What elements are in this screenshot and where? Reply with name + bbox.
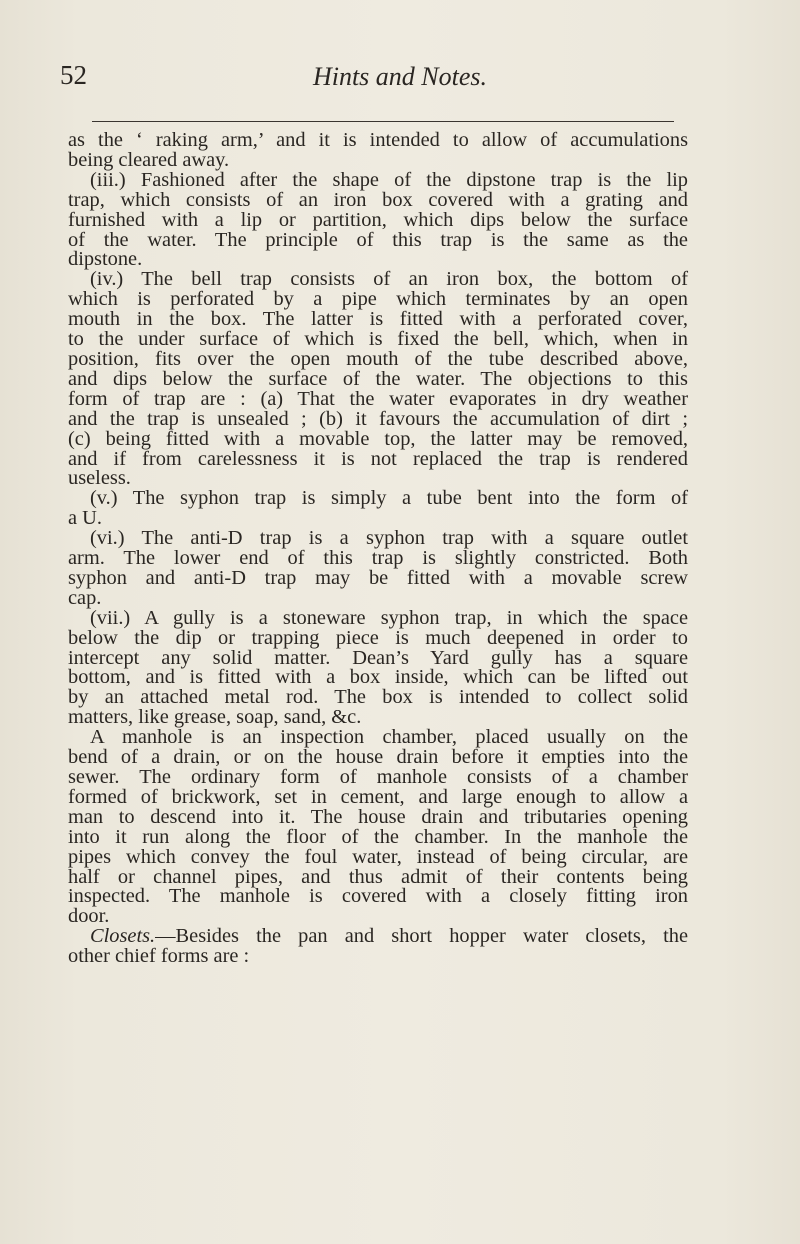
closets-text: —Besides the pan and short hopper water closets, the	[155, 925, 688, 948]
text-line: and the trap is unsealed ; (b) it favours the accumulation of dirt ;	[68, 407, 688, 430]
text-line: (c) being fitted with a movable top, the latter may be removed,	[68, 427, 688, 450]
text-line: furnished with a lip or partition, which dips below the surface	[68, 208, 688, 231]
text-line: dipstone.	[68, 248, 143, 271]
text-line: formed of brickwork, set in cement, and large enough to allow a	[68, 785, 688, 808]
text-line: into it run along the floor of the chamber. In the manhole the	[68, 825, 688, 848]
text-line: matters, like grease, soap, sand, &c.	[68, 706, 362, 729]
closets-paragraph-line	[68, 927, 688, 947]
text-line: and dips below the surface of the water. The objections to this	[68, 367, 688, 390]
text-line: (vii.) A gully is a stoneware syphon trap, in which the space	[90, 606, 688, 629]
text-line: syphon and anti-D trap may be fitted with a movable screw	[68, 566, 688, 589]
text-line: door.	[68, 905, 110, 928]
text-line: to the under surface of which is fixed the bell, which, when in	[68, 328, 688, 351]
body-text	[68, 131, 688, 967]
page-number: 52	[60, 60, 87, 90]
text-line: (v.) The syphon trap is simply a tube bent into the form of	[90, 487, 688, 510]
text-line: man to descend into it. The house drain and tributaries opening	[68, 805, 688, 828]
text-line: useless.	[68, 467, 131, 490]
text-line: of the water. The principle of this trap is the same as the	[68, 228, 688, 251]
text-line: trap, which consists of an iron box covered with a grating and	[68, 188, 688, 211]
text-line: (iv.) The bell trap consists of an iron box, the bottom of	[90, 268, 688, 291]
text-line: a U.	[68, 507, 102, 530]
running-title: Hints and Notes.	[312, 62, 488, 91]
text-line: which is perforated by a pipe which terminates by an open	[68, 288, 688, 311]
closets-heading: Closets.	[90, 925, 156, 948]
text-line: bend of a drain, or on the house drain before it empties into the	[68, 746, 688, 769]
text-line: bottom, and is fitted with a box inside, which can be lifted out	[68, 666, 688, 689]
text-line: intercept any solid matter. Dean’s Yard gully has a square	[68, 646, 688, 669]
text-line: cap.	[68, 586, 102, 609]
text-line: arm. The lower end of this trap is slightly constricted. Both	[68, 547, 688, 570]
text-line: A manhole is an inspection chamber, placed usually on the	[90, 726, 688, 749]
header-rule	[92, 121, 674, 122]
text-line: as the ‘ raking arm,’ and it is intended to allow of accumulations	[68, 129, 688, 151]
text-line: position, fits over the open mouth of the tube described above,	[68, 347, 688, 370]
text-line: being cleared away.	[68, 148, 230, 171]
text-line: half or channel pipes, and thus admit of their contents being	[68, 865, 688, 888]
text-line: pipes which convey the foul water, instead of being circular, are	[68, 845, 688, 868]
text-line: other chief forms are :	[68, 945, 250, 968]
text-line: inspected. The manhole is covered with a closely fitting iron	[68, 885, 688, 908]
text-line: (vi.) The anti-D trap is a syphon trap with a square outlet	[90, 527, 688, 550]
text-line: sewer. The ordinary form of manhole consists of a chamber	[68, 766, 688, 788]
text-line: below the dip or trapping piece is much deepened in order to	[68, 626, 688, 649]
text-line: and if from carelessness it is not replaced the trap is rendered	[68, 447, 688, 470]
text-line: form of trap are : (a) That the water evaporates in dry weather	[68, 387, 688, 410]
text-line: by an attached metal rod. The box is intended to collect solid	[68, 686, 688, 709]
text-line: mouth in the box. The latter is fitted with a perforated cover,	[68, 308, 688, 331]
text-line: (iii.) Fashioned after the shape of the dipstone trap is the lip	[90, 168, 688, 191]
